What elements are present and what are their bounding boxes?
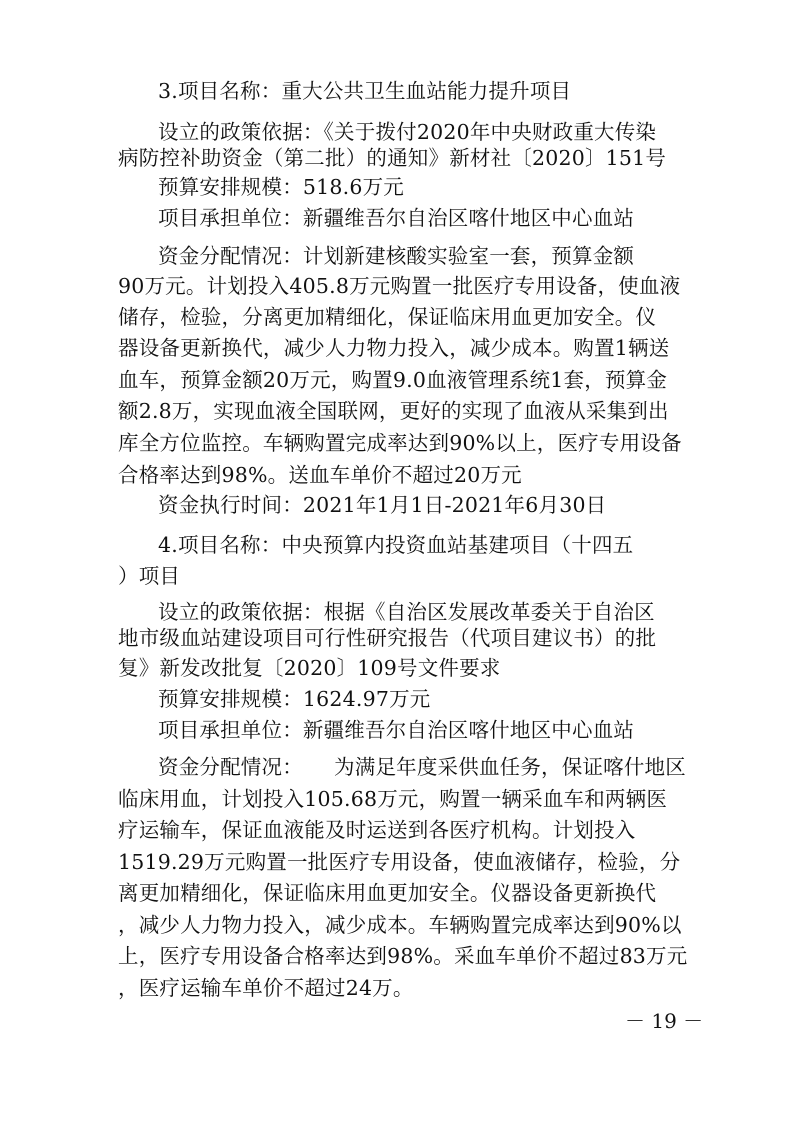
text-line: 器设备更新换代，减少人力物力投入，减少成本。购置1辆送 [118,336,670,360]
text-line: ，减少人力物力投入，减少成本。车辆购置完成率达到90%以 [118,913,682,937]
text-line: 预算安排规模：1624.97万元 [158,687,431,711]
text-line: 资金分配情况： 为满足年度采供血任务，保证喀什地区 [158,755,686,779]
text-line: 上，医疗专用设备合格率达到98%。采血车单价不超过83万元 [118,944,688,968]
text-line: 疗运输车，保证血液能及时运送到各医疗机构。计划投入 [118,818,636,842]
text-line: ，医疗运输车单价不超过24万。 [118,976,414,1000]
text-line: 预算安排规模：518.6万元 [158,175,404,199]
text-line: 合格率达到98%。送血车单价不超过20万元 [118,463,522,487]
text-line: 临床用血，计划投入105.68万元，购置一辆采血车和两辆医 [118,787,668,811]
text-line: 项目承担单位：新疆维吾尔自治区喀什地区中心血站 [158,206,635,230]
text-line: 复》新发改批复〔2020〕109号文件要求 [118,656,501,680]
text-line: 90万元。计划投入405.8万元购置一批医疗专用设备，使血液 [118,274,681,298]
text-line: 项目承担单位：新疆维吾尔自治区喀什地区中心血站 [158,718,635,742]
text-line: 离更加精细化，保证临床用血更加安全。仪器设备更新换代 [118,881,657,905]
text-line: 设立的政策依据：根据《自治区发展改革委关于自治区 [158,600,655,624]
text-line: 库全方位监控。车辆购置完成率达到90%以上，医疗专用设备 [118,431,682,455]
project-3-title: 3.项目名称：重大公共卫生血站能力提升项目 [158,79,572,103]
text-line: 设立的政策依据：《关于拨付2020年中央财政重大传染 [158,120,657,144]
text-line: 血车，预算金额20万元，购置9.0血液管理系统1套，预算金 [118,368,668,392]
page-number: － 19 － [625,1009,704,1033]
text-line: 储存，检验，分离更加精细化，保证临床用血更加安全。仪 [118,305,657,329]
project-4-title: 4.项目名称：中央预算内投资血站基建项目（十四五 [158,533,634,557]
text-line: 额2.8万，实现血液全国联网，更好的实现了血液从采集到出 [118,399,669,423]
text-line: 1519.29万元购置一批医疗专用设备，使血液储存，检验，分 [118,850,681,874]
text-line: 资金执行时间：2021年1月1日-2021年6月30日 [158,493,607,517]
text-line: 资金分配情况：计划新建核酸实验室一套，预算金额 [158,244,635,268]
text-line: 病防控补助资金（第二批）的通知》新材社〔2020〕151号 [118,146,667,170]
text-line: ）项目 [118,564,181,588]
text-line: 地市级血站建设项目可行性研究报告（代项目建议书）的批 [118,626,657,650]
